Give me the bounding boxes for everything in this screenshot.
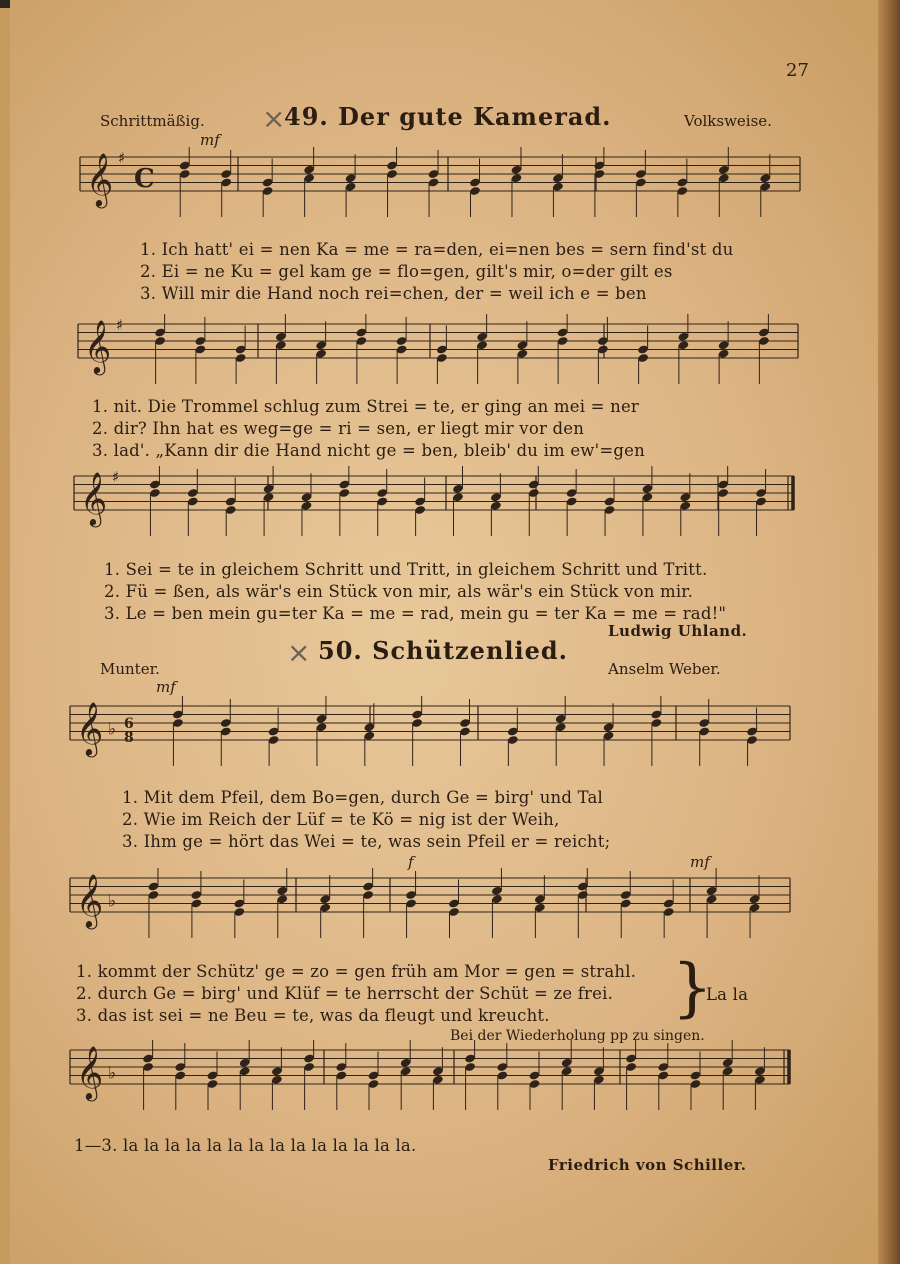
- treble-clef: 𝄞: [80, 471, 108, 525]
- song50-dynamic-mf2: mf: [690, 853, 710, 871]
- key-flat: ♭: [108, 719, 117, 740]
- key-sharp: ♯: [118, 149, 126, 167]
- song50-lyric-s1-v2: 2. Wie im Reich der Lüf = te Kö = nig ist der Weih,: [122, 810, 560, 829]
- song49-dynamic: mf: [200, 131, 220, 149]
- song50-lyric-s2-v2: 2. durch Ge = birg' und Klüf = te herrscht der Schüt = ze frei.: [76, 984, 614, 1003]
- song49-lyric-s1-v3: 3. Will mir die Hand noch rei=chen, der = weil ich e = ben: [140, 284, 647, 303]
- lyric-brace: }: [672, 951, 713, 1025]
- song50-dynamic-f: f: [408, 853, 414, 871]
- song49-lyric-s3-v2: 2. Fü = ßen, als wär's ein Stück von mir, als wär's ein Stück von mir.: [104, 582, 694, 601]
- song49-author: Ludwig Uhland.: [608, 622, 748, 640]
- song49-title: 49. Der gute Kamerad.: [284, 102, 612, 131]
- treble-clef: 𝄞: [84, 319, 112, 373]
- key-flat: ♭: [108, 1063, 117, 1084]
- song50-lyric-s2-v3: 3. das ist sei = ne Beu = te, was da fleugt und kreucht.: [76, 1006, 550, 1025]
- song50-lyric-s3: 1—3. la la la la la la la la la la la la la la.: [74, 1136, 417, 1155]
- song50-repeat-note: Bei der Wiederholung pp zu singen.: [450, 1028, 705, 1044]
- song49-tempo: Schrittmäßig.: [100, 112, 205, 130]
- song49-staff-3: [70, 466, 804, 552]
- song50-lyric-s1-v3: 3. Ihm ge = hört das Wei = te, was sein Pfeil er = reicht;: [122, 832, 611, 851]
- book-spine: [878, 0, 900, 1264]
- time-signature: C: [134, 164, 155, 194]
- song50-title: 50. Schützenlied.: [318, 636, 569, 665]
- song50-author: Friedrich von Schiller.: [548, 1156, 747, 1174]
- song49-source: Volksweise.: [684, 112, 772, 130]
- song49-lyric-s3-v1: 1. Sei = te in gleichem Schritt und Tritt, in gleichem Schritt und Tritt.: [104, 560, 708, 579]
- song49-lyric-s3-v3: 3. Le = ben mein gu=ter Ka = me = rad, mein gu = ter Ka = me = rad!": [104, 604, 727, 623]
- song49-lyric-s2-v3: 3. lad'. „Kann dir die Hand nicht ge = ben, bleib' du im ew'=gen: [92, 441, 645, 460]
- song50-staff-2: [66, 868, 800, 960]
- song50-lyric-s1-v1: 1. Mit dem Pfeil, dem Bo=gen, durch Ge = birg' und Tal: [122, 788, 604, 807]
- song49-lyric-s1-v2: 2. Ei = ne Ku = gel kam ge = flo=gen, gilt's mir, o=der gilt es: [140, 262, 673, 281]
- key-sharp: ♯: [116, 316, 124, 334]
- song49-staff-1: [76, 147, 810, 237]
- pencil-cross-icon: ×: [262, 102, 286, 135]
- page-number: 27: [786, 60, 809, 81]
- treble-clef: 𝄞: [76, 701, 104, 755]
- song50-staff-1: [66, 696, 800, 788]
- song50-composer: Anselm Weber.: [608, 660, 721, 678]
- time-signature: 6 8: [124, 716, 134, 746]
- song50-staff-3: [66, 1040, 800, 1132]
- song49-staff-2: [74, 314, 808, 394]
- treble-clef: 𝄞: [86, 152, 114, 206]
- treble-clef: 𝄞: [76, 1045, 104, 1099]
- song50-refrain: La la: [706, 985, 749, 1004]
- song50-dynamic: mf: [156, 678, 176, 696]
- song50-tempo: Munter.: [100, 660, 160, 678]
- key-sharp: ♯: [112, 468, 120, 486]
- song50-lyric-s2-v1: 1. kommt der Schütz' ge = zo = gen früh am Mor = gen = strahl.: [76, 962, 637, 981]
- pencil-cross-icon: ×: [287, 636, 311, 669]
- song49-lyric-s1-v1: 1. Ich hatt' ei = nen Ka = me = ra=den, ei=nen bes = sern find'st du: [140, 240, 734, 259]
- song49-lyric-s2-v2: 2. dir? Ihn hat es weg=ge = ri = sen, er liegt mir vor den: [92, 419, 585, 438]
- song49-lyric-s2-v1: 1. nit. Die Trommel schlug zum Strei = te, er ging an mei = ner: [92, 397, 640, 416]
- treble-clef: 𝄞: [76, 873, 104, 927]
- key-flat: ♭: [108, 891, 117, 912]
